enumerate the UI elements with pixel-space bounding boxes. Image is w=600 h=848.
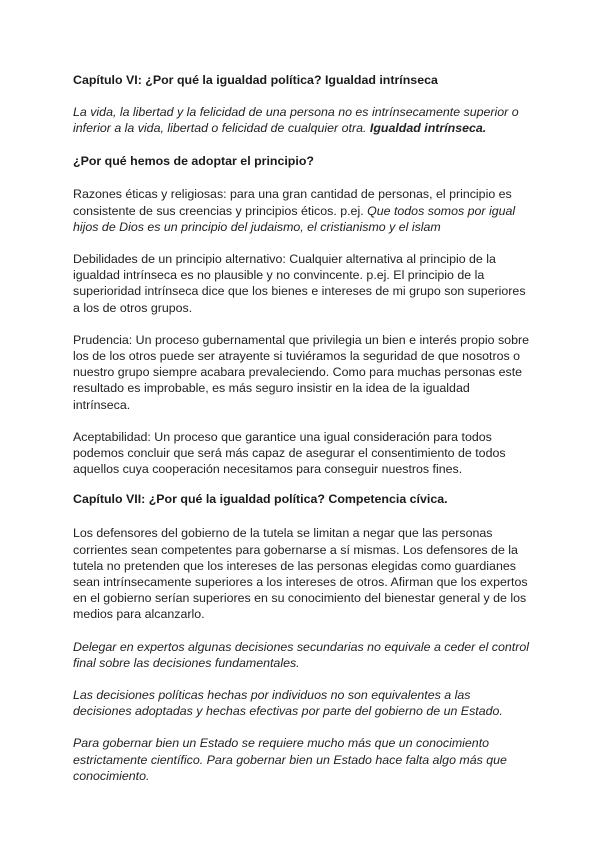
razones-text: Razones éticas y religiosas: para una gran cantidad de personas, el principio es consistente de sus creencias y principios éticos. p.ej.	[73, 187, 512, 218]
delegar-paragraph: Delegar en expertos algunas decisiones secundarias no equivale a ceder el control final sobre las decisiones fundamentales.	[73, 639, 529, 670]
debilidades-paragraph: Debilidades de un principio alternativo: Cualquier alternativa al principio de la igualdad intrínseca es no plausible y no convincente. p.ej. El principio de la superioridad intrínseca dice que los bienes e intereses de mi grupo son superiores a los de otros grupos.	[73, 252, 526, 315]
decisiones-paragraph: Las decisiones políticas hechas por individuos no son equivalentes a las decisiones adoptadas y hechas efectivas por parte del gobierno de un Estado.	[73, 688, 503, 719]
why-adopt-title: ¿Por qué hemos de adoptar el principio?	[73, 154, 314, 169]
gobernar-paragraph: Para gobernar bien un Estado se requiere mucho más que un conocimiento estrictamente científico. Para gobernar bien un Estado hace falta algo más que conocimiento.	[73, 736, 507, 783]
prudencia-paragraph: Prudencia: Un proceso gubernamental que privilegia un bien e interés propio sobre los de los otros puede ser atrayente si tuviéramos la seguridad de que nosotros o nuestro grupo siempre acabara prevaleciendo. Como para muchas personas este resultado es improbable, es más seguro insistir en la idea de la igualdad intrínseca.	[73, 332, 529, 412]
razones-paragraph	[73, 186, 530, 235]
chapter-6-intro-text: La vida, la libertad y la felicidad de una persona no es intrínsecamente superior o inferior a la vida, libertad o felicidad de cualquier otra.	[73, 105, 519, 136]
chapter-6-intro	[73, 104, 530, 136]
chapter-6-intro-bold: Igualdad intrínseca.	[369, 121, 487, 136]
chapter-6-title: Capítulo VI: ¿Por qué la igualdad política? Igualdad intrínseca	[73, 73, 438, 87]
defensores-paragraph: Los defensores del gobierno de la tutela se limitan a negar que las personas corrientes sean competentes para gobernarse a sí mismas. Los defensores de la tutela no pretenden que los intereses de las personas elegidas como guardianes sean intrínsecamente superiores a los intereses de otros. Afirman que los expertos en el gobierno serían superiores en su conocimiento del bienestar general y de los medios para alcanzarlo.	[73, 526, 528, 622]
aceptabilidad-paragraph: Aceptabilidad: Un proceso que garantice una igual consideración para todos podemos concluir que será más capaz de asegurar el consentimiento de todos aquellos cuya cooperación necesitamos para conseguir nuestros fines.	[73, 429, 506, 477]
razones-italic: Que todos somos por igual hijos de Dios es un principio del judaismo, el cristianismo y el islam	[73, 203, 516, 234]
chapter-7-title: Capítulo VII: ¿Por qué la igualdad política? Competencia cívica.	[73, 492, 448, 507]
